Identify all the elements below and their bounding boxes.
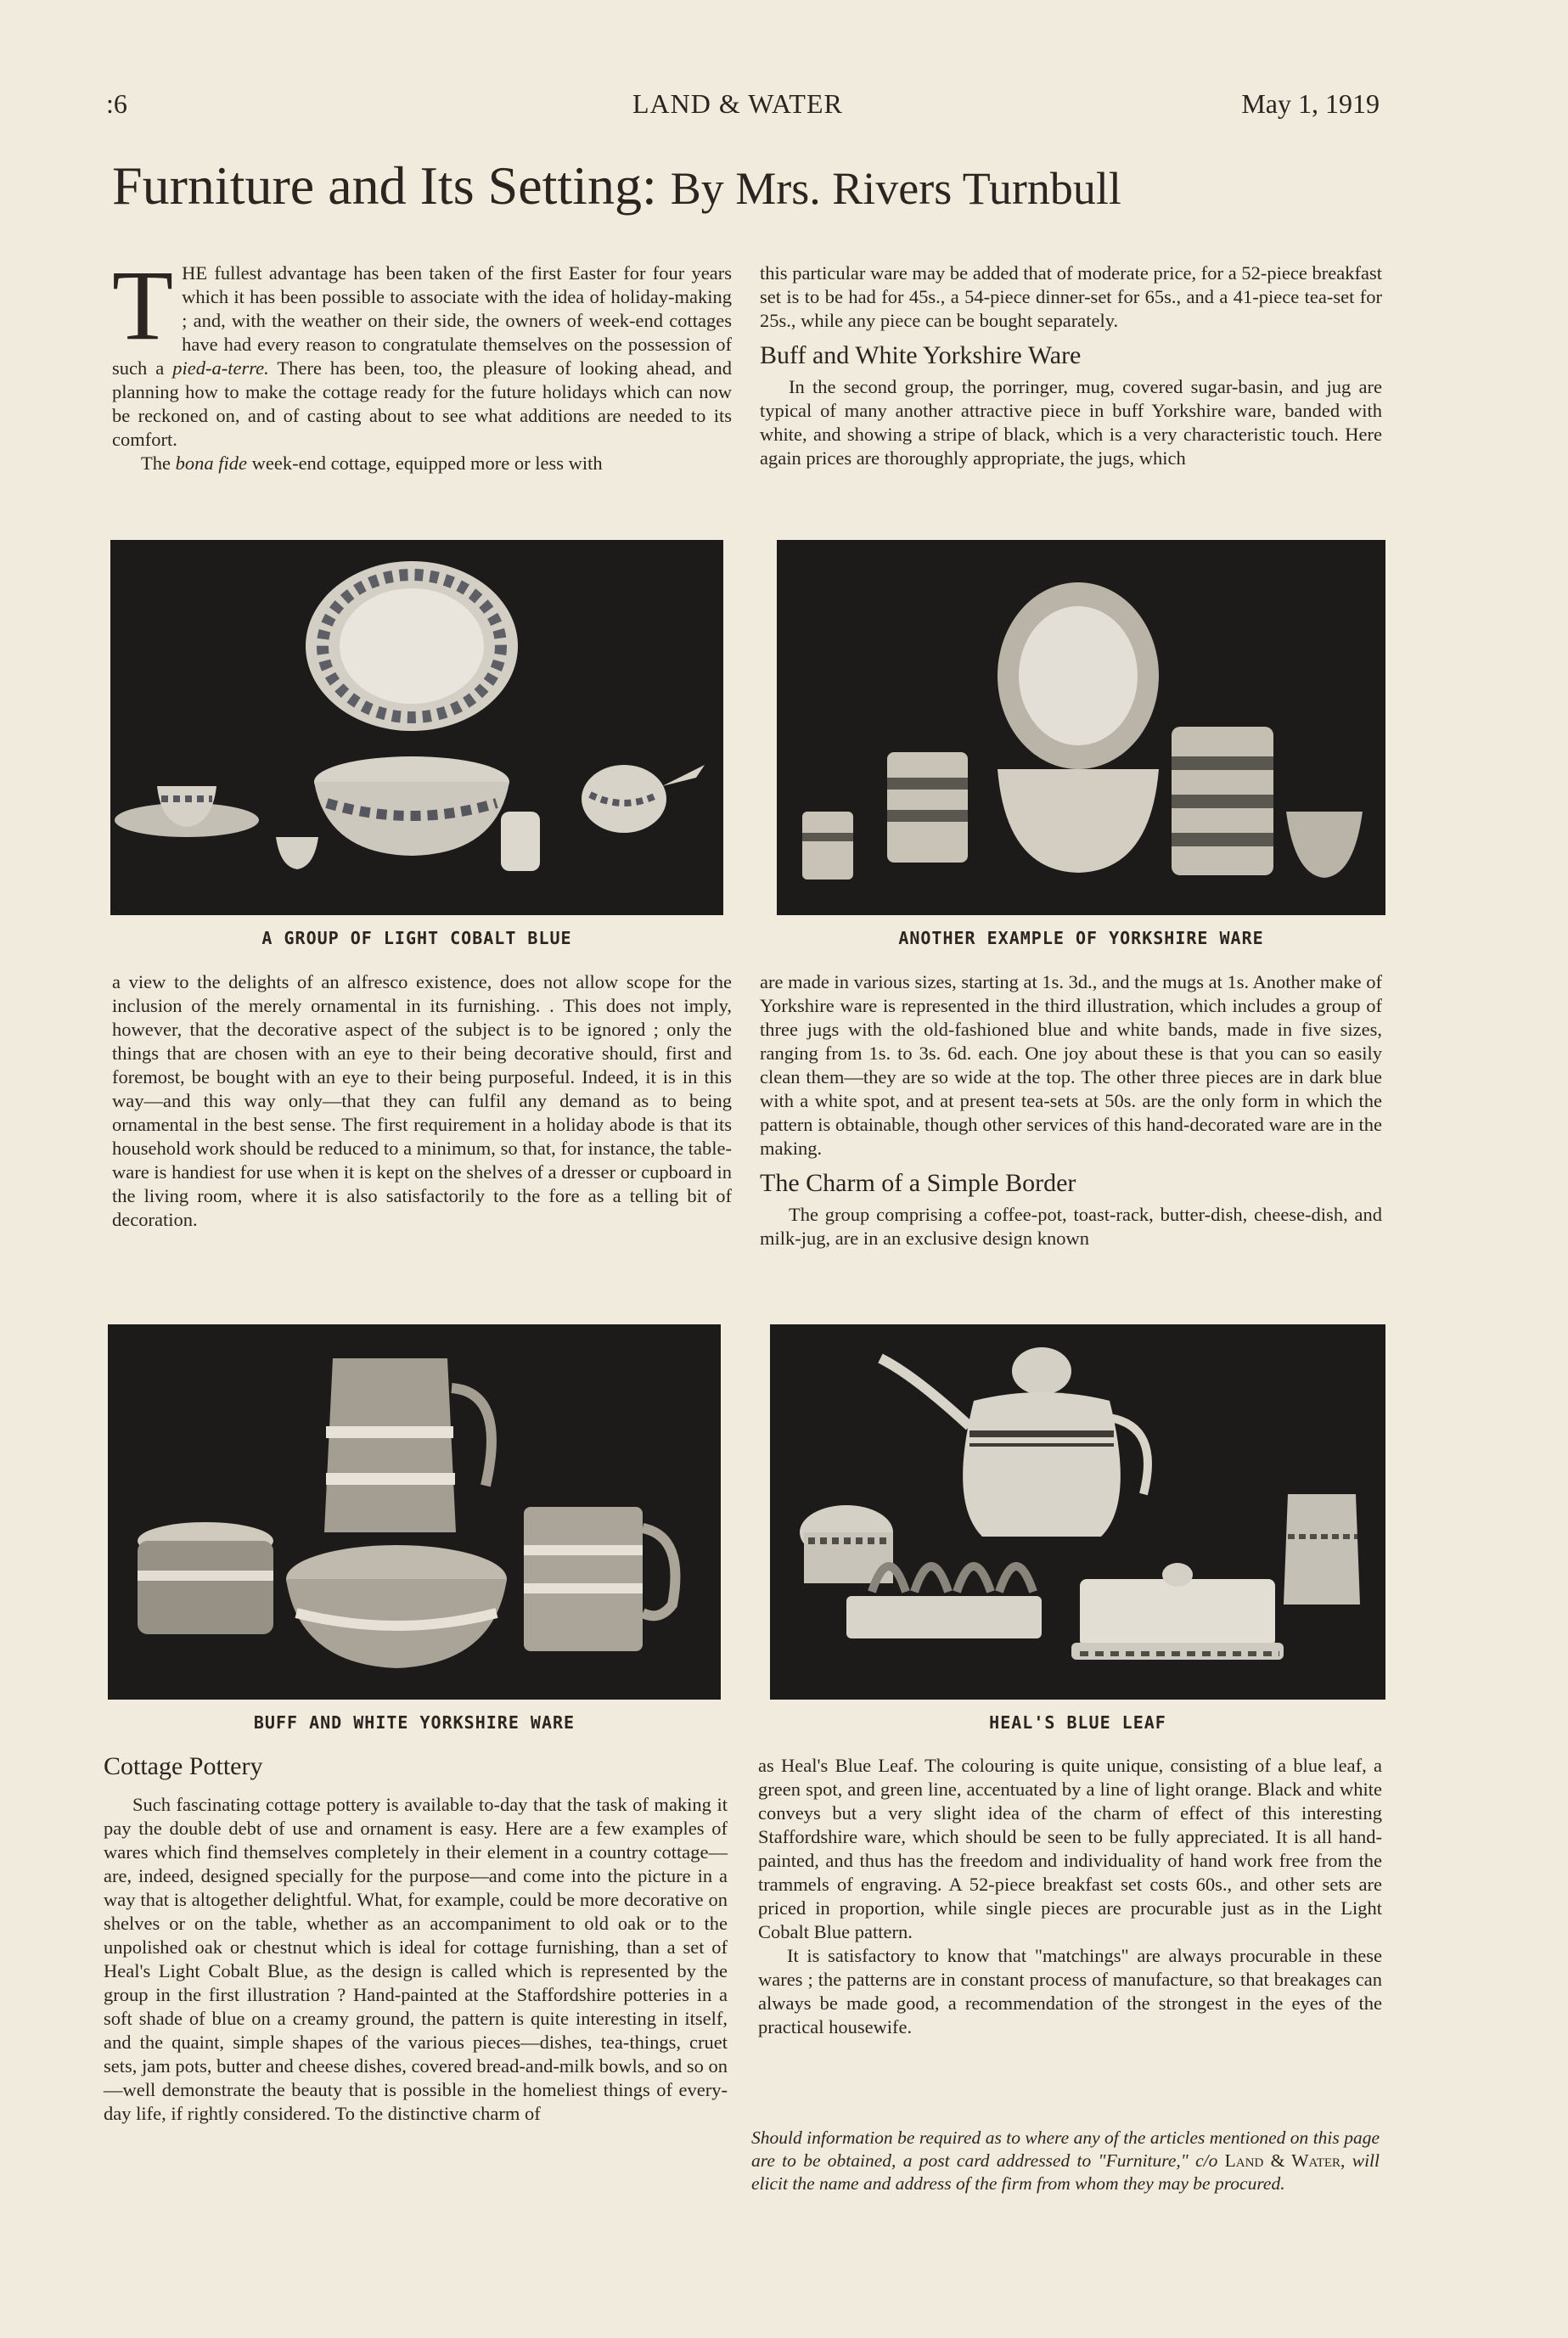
column-1-middle	[112, 970, 732, 1232]
section-heading: Cottage Pottery	[104, 1752, 263, 1780]
page-number: :6	[106, 88, 127, 119]
paragraph: are made in various sizes, starting at 1s. 3d., and the mugs at 1s. Another make of Yorkshire ware is represented in the third illustration, which includes a group of three jugs with the old-fashioned blue and white bands, made in five sizes, ranging from 1s. to 3s. 6d. each. One joy about these is that you can so easily clean them—they are so wide at the top. The other three pieces are in dark blue with a white spot, and at present tea-sets at 50s. are the only form in which the pattern is obtainable, though other services of this hand-decorated ware are in the making.	[760, 971, 1382, 1159]
paragraph: this particular ware may be added that of moderate price, for a 52-piece breakfast set is to be had for 45s., a 54-piece dinner-set for 65s., and a 41-piece tea-set for 25s., while any piece can be bought separately.	[760, 262, 1382, 331]
issue-date: May 1, 1919	[1241, 88, 1380, 119]
photo-buff-white-yorkshire	[108, 1324, 721, 1700]
article-title: Furniture and Its Setting	[112, 155, 642, 216]
paragraph: The group comprising a coffee-pot, toast-rack, butter-dish, cheese-dish, and milk-jug, are in an exclusive design known	[760, 1204, 1382, 1249]
drop-cap: T	[112, 250, 174, 361]
photo-heals-blue-leaf	[770, 1324, 1385, 1700]
column-2-middle	[760, 970, 1382, 1250]
editorial-note: Should information be required as to where any of the articles mentioned on this page are to be obtained, a post card addressed to "Furniture," c/o Land & Water, will elicit the name and address of the firm from whom they may be procured.	[751, 2127, 1380, 2194]
running-head	[106, 88, 1380, 129]
magazine-name-inline: Land & Water,	[1224, 2150, 1346, 2171]
column-1-bottom	[104, 1752, 728, 2126]
caption-photo-2: ANOTHER EXAMPLE OF YORKSHIRE WARE	[898, 928, 1264, 948]
section-heading: Buff and White Yorkshire Ware	[760, 341, 1082, 369]
section-heading: The Charm of a Simple Border	[760, 1169, 1076, 1197]
caption-photo-4: HEAL'S BLUE LEAF	[989, 1712, 1166, 1733]
caption-photo-1: A GROUP OF LIGHT COBALT BLUE	[261, 928, 572, 948]
column-2-top	[760, 261, 1382, 470]
paragraph: In the second group, the porringer, mug, covered sugar-basin, and jug are typical of many another attractive piece in buff Yorkshire ware, banded with white, and showing a stripe of black, which is a very characteristic touch. Here again prices are thoroughly appropriate, the jugs, which	[760, 376, 1382, 469]
paragraph: as Heal's Blue Leaf. The colouring is quite unique, consisting of a blue leaf, a green spot, and green line, accentuated by a line of light orange. Black and white conveys but a very slight idea of the charm of effect of this interesting Staffordshire ware, which should be seen to be fully appreciated. It is all hand-painted, and thus has the freedom and individuality of hand work free from the trammels of engraving. A 52-piece breakfast set costs 60s., and other sets are priced in proportion, while single pieces are procurable just as in the Light Cobalt Blue pattern.	[758, 1755, 1382, 1942]
column-2-bottom	[758, 1754, 1382, 2039]
column-1-top	[112, 250, 732, 475]
article-title-line: Furniture and Its Setting: By Mrs. Rivers Turnbull	[112, 155, 1121, 216]
paragraph: Such fascinating cottage pottery is available to-day that the task of making it pay the double debt of use and ornament is easy. Here are a few examples of wares which find themselves completely in their element in a country cottage—are, indeed, designed specially for the purpose—and come into the picture in a way that is altogether delightful. What, for example, could be more decorative on shelves or on the table, whether as an accompaniment to old oak or to the unpolished oak or chestnut which is ideal for cottage furnishing, than a set of Heal's Light Cobalt Blue, as the design is called which is represented by the group in the first illustration ? Hand-painted at the Staffordshire potteries in a soft shade of blue on a creamy ground, the pattern is quite interesting in itself, and the quaint, simple shapes of the various pieces—dishes, tea-things, cruet sets, jam pots, butter and cheese dishes, covered bread-and-milk bowls, and so on—well demonstrate the beauty that is possible in the homeliest things of every-day life, if rightly considered. To the distinctive charm of	[104, 1794, 728, 2124]
article-byline: By Mrs. Rivers Turnbull	[670, 163, 1121, 214]
paragraph: The bona fide week-end cottage, equipped more or less with	[141, 452, 603, 474]
caption-photo-3: BUFF AND WHITE YORKSHIRE WARE	[253, 1712, 576, 1733]
paragraph: It is satisfactory to know that "matchings" are always procurable in these wares ; the patterns are in constant process of manufacture, so that breakages can always be made good, a recommendation of the strongest in the eyes of the practical housewife.	[758, 1945, 1382, 2037]
paragraph: THE fullest advantage has been taken of the first Easter for four years which it has been possible to associate with the idea of holiday-making ; and, with the weather on their side, the owners of week-end cottages have had every reason to congratulate themselves on the possession of such a pied-a-terre. There has been, too, the pleasure of looking ahead, and planning how to make the cottage ready for the future holidays which can now be reckoned on, and of casting about to see what additions are needed to its comfort.	[112, 250, 732, 450]
photo-yorkshire-ware	[777, 540, 1385, 915]
paragraph: a view to the delights of an alfresco existence, does not allow scope for the inclusion of the merely ornamental in its furnishing. . This does not imply, however, that the decorative aspect of the subject is to be ignored ; only the things that are chosen with an eye to their being decorative should, first and foremost, be bought with an eye to their being purposeful. Indeed, it is in this way—and this way only—that they can fulfil any demand as to being ornamental in the best sense. The first requirement in a holiday abode is that its household work should be reduced to a minimum, so that, for instance, the table-ware is handiest for use when it is kept on the shelves of a dresser or cupboard in the living room, where it is also satisfactorily to the fore as a telling bit of decoration.	[112, 971, 732, 1230]
magazine-name: LAND & WATER	[632, 88, 843, 119]
photo-light-cobalt-blue	[110, 540, 723, 915]
